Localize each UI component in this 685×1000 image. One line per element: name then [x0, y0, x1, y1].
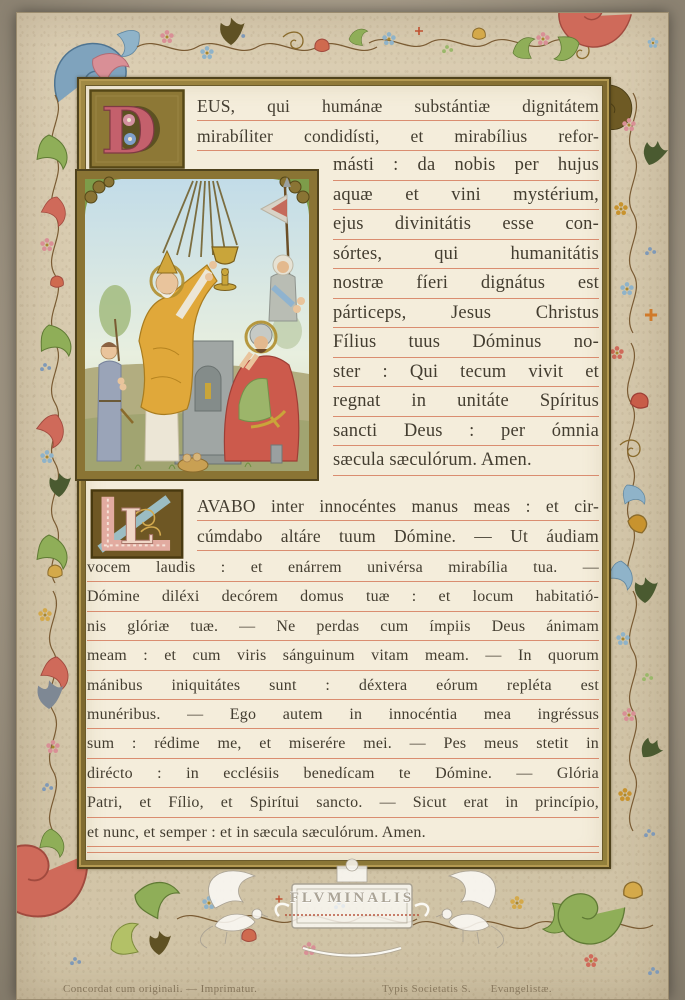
text-line: aquæ et vini mystérium, [333, 181, 599, 211]
illuminated-initial-d [89, 89, 185, 169]
text-line: sórtes, qui humanitátis [333, 240, 599, 270]
watermark-title: FLVMINALIS [289, 890, 415, 906]
text-line: nis glóriæ tuæ. — Ne perdas cum ímpiis Deus ánimam [87, 612, 599, 641]
text-line: ster : Qui tecum vivit et [333, 358, 599, 388]
text-line: meam : et cum viris sánguinum vitam meam. — In quorum [87, 641, 599, 670]
text-line: sæcula sæculórum. Amen. [333, 446, 599, 476]
fluminalis-watermark [185, 856, 519, 968]
text-line: AVABO inter innocéntes manus meas : et cir- [197, 491, 599, 521]
text-line: mirabíliter condidísti, et mirabílius refor- [197, 121, 599, 151]
prayer-lavabo-head [197, 491, 599, 551]
text-line: et nunc, et semper : et in sæcula sæculórum. Amen. [87, 818, 599, 847]
prayer-deus-column [333, 151, 599, 476]
text-line: regnat in unitáte Spíritus [333, 387, 599, 417]
imprint-left: Concordat cum originali. — Imprimatur. [63, 983, 258, 995]
text-line: cúmdabo altáre tuum Dómine. — Ut áudiam [197, 521, 599, 551]
text-line: Dómine diléxi decórem domus tuæ : et locum habitatió- [87, 582, 599, 611]
manuscript-page [16, 12, 669, 1000]
text-line: Fílius tuus Dóminus no- [333, 328, 599, 358]
illuminated-initial-l [89, 489, 185, 559]
text-line: másti : da nobis per hujus [333, 151, 599, 181]
imprint-tail: Evangelistæ. [490, 983, 552, 995]
prayer-deus-head [197, 91, 599, 151]
prayer-lavabo-body [87, 553, 599, 847]
imprint-right [382, 983, 552, 995]
initial-letter-d: D [101, 94, 157, 169]
text-line: dirécto : in ecclésiis benedícam te Dómine. — Glória [87, 759, 599, 788]
watermark-griffins-cartouche [185, 856, 519, 968]
text-line: munéribus. — Ego autem in innocéntia mea ingréssus [87, 700, 599, 729]
text-line: Patri, et Fílio, et Spirítui sancto. — Sicut erat in princípio, [87, 788, 599, 817]
initial-letter-l: L [119, 498, 154, 556]
imprint-printer: Typis Societatis S. [382, 983, 472, 995]
text-line: mánibus iniquitátes sunt : déxtera eórum repléta est [87, 671, 599, 700]
watermark-subtitle-illegible [285, 914, 419, 916]
text-line: ejus divinitátis esse con- [333, 210, 599, 240]
miniature-painting [75, 169, 319, 481]
text-line: nostræ fíeri dignátus est [333, 269, 599, 299]
text-line: vocem laudis : et enárrem univérsa mirabília tua. — [87, 553, 599, 582]
text-block [85, 85, 603, 861]
text-line: párticeps, Jesus Christus [333, 299, 599, 329]
closing-double-rule [87, 849, 599, 853]
text-line: sum : rédime me, et miserére mei. — Pes meus stetit in [87, 729, 599, 758]
text-line: sancti Deus : per ómnia [333, 417, 599, 447]
text-line: EUS, qui humánæ substántiæ dignitátem [197, 91, 599, 121]
